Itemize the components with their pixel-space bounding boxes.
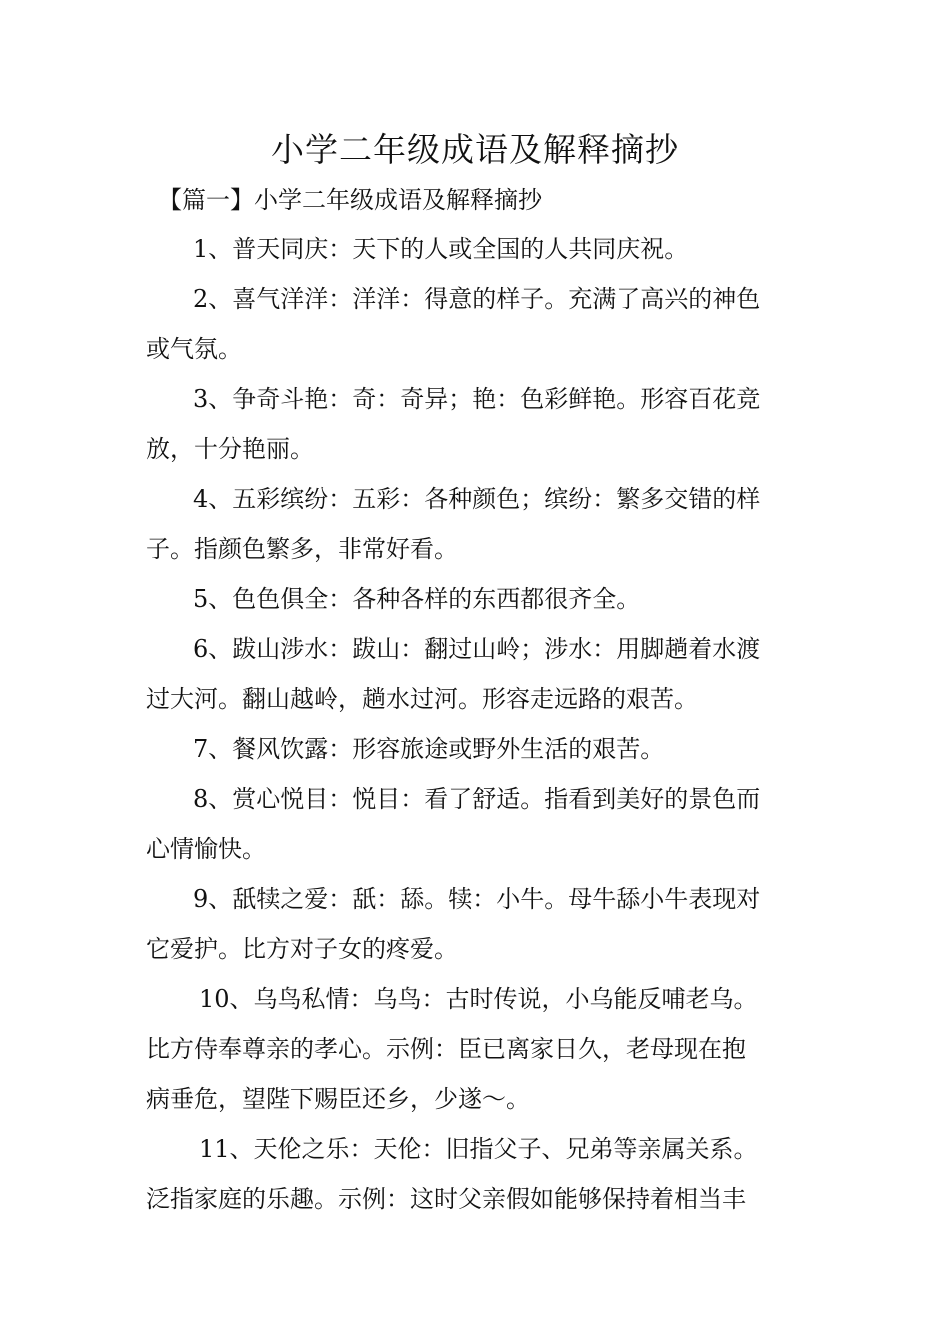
idiom-line: 子。指颜色繁多，非常好看。 bbox=[146, 535, 458, 563]
idiom-line: 4、五彩缤纷：五彩：各种颜色；缤纷：繁多交错的样 bbox=[193, 485, 761, 513]
idiom-line: 7、餐风饮露：形容旅途或野外生活的艰苦。 bbox=[193, 735, 665, 763]
idiom-line: 11、天伦之乐：天伦：旧指父子、兄弟等亲属关系。 bbox=[199, 1135, 758, 1163]
idiom-line: 病垂危，望陛下赐臣还乡，少遂～。 bbox=[146, 1085, 530, 1113]
idiom-line: 5、色色俱全：各种各样的东西都很齐全。 bbox=[193, 585, 641, 613]
idiom-line: 比方侍奉尊亲的孝心。示例：臣已离家日久，老母现在抱 bbox=[146, 1035, 746, 1063]
idiom-line: 它爱护。比方对子女的疼爱。 bbox=[146, 935, 458, 963]
idiom-line: 3、争奇斗艳：奇：奇异；艳：色彩鲜艳。形容百花竞 bbox=[193, 385, 761, 413]
idiom-line: 1、普天同庆：天下的人或全国的人共同庆祝。 bbox=[193, 235, 689, 263]
idiom-line: 放，十分艳丽。 bbox=[146, 435, 314, 463]
section-heading: 【篇一】小学二年级成语及解释摘抄 bbox=[158, 186, 542, 214]
idiom-line: 心情愉快。 bbox=[146, 835, 266, 863]
idiom-line: 泛指家庭的乐趣。示例：这时父亲假如能够保持着相当丰 bbox=[146, 1185, 746, 1213]
idiom-line: 8、赏心悦目：悦目：看了舒适。指看到美好的景色而 bbox=[193, 785, 761, 813]
document-title: 小学二年级成语及解释摘抄 bbox=[271, 130, 679, 169]
idiom-line: 6、跋山涉水：跋山：翻过山岭；涉水：用脚趟着水渡 bbox=[193, 635, 761, 663]
idiom-line: 10、乌鸟私情：乌鸟：古时传说，小乌能反哺老乌。 bbox=[199, 985, 758, 1013]
idiom-line: 过大河。翻山越岭，趟水过河。形容走远路的艰苦。 bbox=[146, 685, 698, 713]
idiom-line: 2、喜气洋洋：洋洋：得意的样子。充满了高兴的神色 bbox=[193, 285, 761, 313]
idiom-line: 或气氛。 bbox=[146, 335, 242, 363]
idiom-line: 9、舐犊之爱：舐：舔。犊：小牛。母牛舔小牛表现对 bbox=[193, 885, 761, 913]
